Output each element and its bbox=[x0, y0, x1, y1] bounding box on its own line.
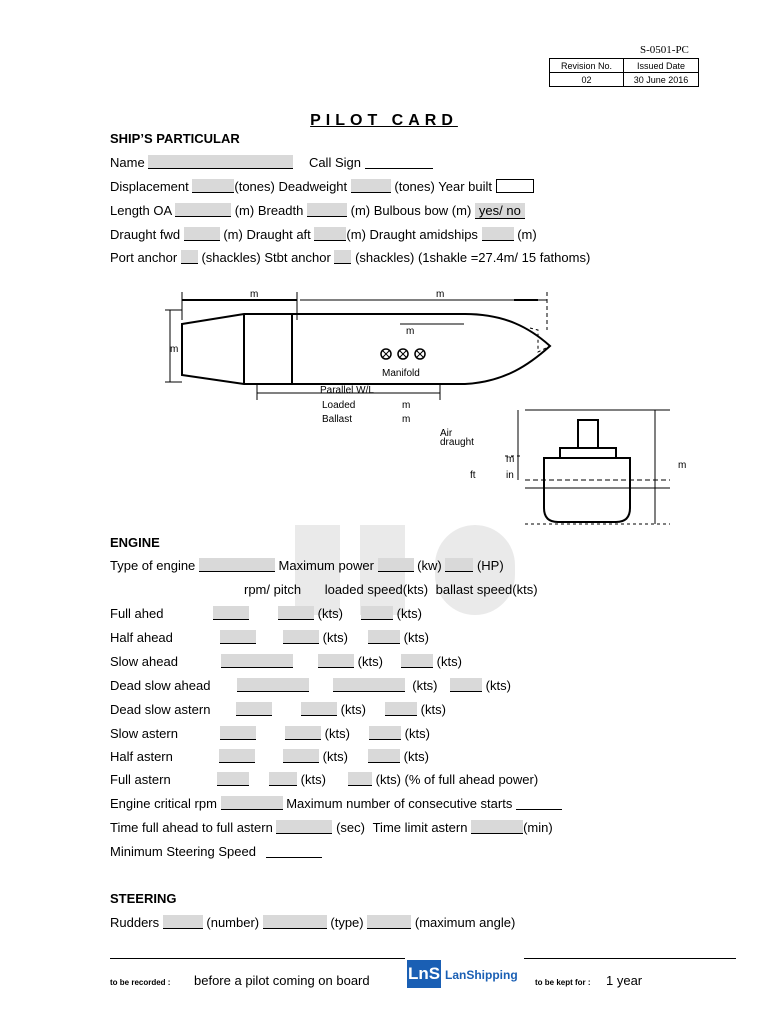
loaded-unit: m bbox=[402, 400, 411, 411]
stbt-anchor-field[interactable] bbox=[334, 250, 351, 264]
bulbous-bow-field[interactable]: yes/ no bbox=[475, 203, 525, 219]
footer-rule-right bbox=[524, 958, 736, 959]
call-sign-field[interactable] bbox=[365, 155, 433, 169]
year-built-field[interactable] bbox=[496, 179, 534, 193]
particulars-heading: SHIP’S PARTICULAR bbox=[110, 131, 240, 146]
min-steering-line: Minimum Steering Speed bbox=[110, 844, 322, 859]
dead-slow-ahead-rpm[interactable] bbox=[237, 678, 309, 692]
kept-value: 1 year bbox=[606, 973, 643, 988]
ballast-unit: m bbox=[402, 414, 411, 425]
slow-astern-loaded[interactable] bbox=[285, 726, 321, 740]
air-draught-unit: m bbox=[506, 454, 515, 465]
height-unit: m bbox=[678, 460, 687, 471]
half-astern-ballast[interactable] bbox=[368, 749, 400, 763]
time-line: Time full ahead to full astern (sec) Time limit astern (min) bbox=[110, 820, 553, 835]
dim-label-height: m bbox=[170, 344, 179, 355]
half-astern-rpm[interactable] bbox=[219, 749, 255, 763]
critical-rpm-field[interactable] bbox=[221, 796, 283, 810]
slow-astern-ballast[interactable] bbox=[369, 726, 401, 740]
full-astern-loaded[interactable] bbox=[269, 772, 297, 786]
anchor-line: Port anchor (shackles) Stbt anchor (shackles) (1shakle =27.4m/ 15 fathoms) bbox=[110, 250, 591, 265]
half-astern-loaded[interactable] bbox=[283, 749, 319, 763]
revision-value: 02 bbox=[550, 73, 624, 87]
issued-label: Issued Date bbox=[624, 59, 699, 73]
full-astern-rpm[interactable] bbox=[217, 772, 249, 786]
rudders-line: Rudders (number) (type) (maximum angle) bbox=[110, 915, 516, 930]
time-limit-field[interactable] bbox=[471, 820, 523, 834]
slow-astern-rpm[interactable] bbox=[220, 726, 256, 740]
breadth-field[interactable] bbox=[307, 203, 347, 217]
half-ahead-ballast[interactable] bbox=[368, 630, 400, 644]
slow-ahead-ballast[interactable] bbox=[401, 654, 433, 668]
manifold-label: Manifold bbox=[382, 368, 420, 379]
draught-line: Draught fwd (m) Draught aft (m) Draught amidships (m) bbox=[110, 227, 537, 242]
hull-outline bbox=[182, 314, 550, 384]
critical-rpm-line: Engine critical rpm Maximum number of consecutive starts bbox=[110, 796, 562, 811]
kept-label: to be kept for : bbox=[535, 978, 591, 987]
dead-slow-ahead-ballast[interactable] bbox=[450, 678, 482, 692]
port-anchor-field[interactable] bbox=[181, 250, 198, 264]
engine-type-line: Type of engine Maximum power (kw) (HP) bbox=[110, 558, 504, 573]
air-label: Air bbox=[440, 428, 453, 439]
displacement-line: Displacement (tones) Deadweight (tones) Year built bbox=[110, 179, 534, 194]
engine-type-field[interactable] bbox=[199, 558, 275, 572]
draught-amidships-field[interactable] bbox=[482, 227, 514, 241]
logo-text: LanShipping bbox=[445, 968, 518, 982]
half-ahead-loaded[interactable] bbox=[283, 630, 319, 644]
ballast-label: Ballast bbox=[322, 414, 353, 425]
logo-mark: LnS bbox=[407, 960, 441, 988]
dead-slow-astern-ballast[interactable] bbox=[385, 702, 417, 716]
length-line: Length OA (m) Breadth (m) Bulbous bow (m) yes/ no bbox=[110, 203, 525, 219]
full-ahead-loaded[interactable] bbox=[278, 606, 314, 620]
time-full-field[interactable] bbox=[276, 820, 332, 834]
max-power-hp-field[interactable] bbox=[445, 558, 473, 572]
draught-fwd-field[interactable] bbox=[184, 227, 220, 241]
recorded-label: to be recorded : bbox=[110, 978, 171, 987]
recorded-value: before a pilot coming on board bbox=[194, 973, 370, 988]
rudders-type-field[interactable] bbox=[263, 915, 327, 929]
draught-aft-field[interactable] bbox=[314, 227, 346, 241]
full-ahead-rpm[interactable] bbox=[213, 606, 249, 620]
midship-section bbox=[544, 458, 630, 522]
full-ahead-ballast[interactable] bbox=[361, 606, 393, 620]
revision-table bbox=[549, 58, 699, 87]
dim-label-mid: m bbox=[406, 326, 415, 337]
company-logo bbox=[407, 960, 527, 990]
parallel-wl-label: Parallel W/L bbox=[320, 385, 374, 396]
in-label: in bbox=[506, 470, 514, 481]
ship-diagram bbox=[110, 280, 705, 528]
engine-heading: ENGINE bbox=[110, 535, 160, 550]
slow-ahead-loaded[interactable] bbox=[318, 654, 354, 668]
steering-heading: STEERING bbox=[110, 891, 177, 906]
draught-label: draught bbox=[440, 437, 474, 448]
max-power-kw-field[interactable] bbox=[378, 558, 414, 572]
min-steering-field[interactable] bbox=[266, 844, 322, 858]
dead-slow-ahead-loaded[interactable] bbox=[333, 678, 405, 692]
dead-slow-astern-rpm[interactable] bbox=[236, 702, 272, 716]
max-starts-field[interactable] bbox=[516, 796, 562, 810]
dim-label-bow: m bbox=[436, 289, 445, 300]
rudders-number-field[interactable] bbox=[163, 915, 203, 929]
full-astern-ballast[interactable] bbox=[348, 772, 372, 786]
page-title: PILOT CARD bbox=[310, 112, 458, 129]
dim-label-stern: m bbox=[250, 289, 259, 300]
deadweight-field[interactable] bbox=[351, 179, 391, 193]
document-number: S-0501-PC bbox=[640, 44, 689, 56]
half-ahead-rpm[interactable] bbox=[220, 630, 256, 644]
rudders-angle-field[interactable] bbox=[367, 915, 411, 929]
ft-label: ft bbox=[470, 470, 476, 481]
slow-ahead-rpm[interactable] bbox=[221, 654, 293, 668]
revision-label: Revision No. bbox=[550, 59, 624, 73]
length-oa-field[interactable] bbox=[175, 203, 231, 217]
dead-slow-astern-loaded[interactable] bbox=[301, 702, 337, 716]
loaded-label: Loaded bbox=[322, 400, 356, 411]
displacement-field[interactable] bbox=[192, 179, 234, 193]
engine-columns: rpm/ pitch loaded speed(kts) ballast speed(kts) bbox=[244, 582, 538, 597]
issued-value: 30 June 2016 bbox=[624, 73, 699, 87]
name-line: Name Call Sign bbox=[110, 155, 433, 170]
footer-rule-left bbox=[110, 958, 405, 959]
name-field[interactable] bbox=[148, 155, 293, 169]
